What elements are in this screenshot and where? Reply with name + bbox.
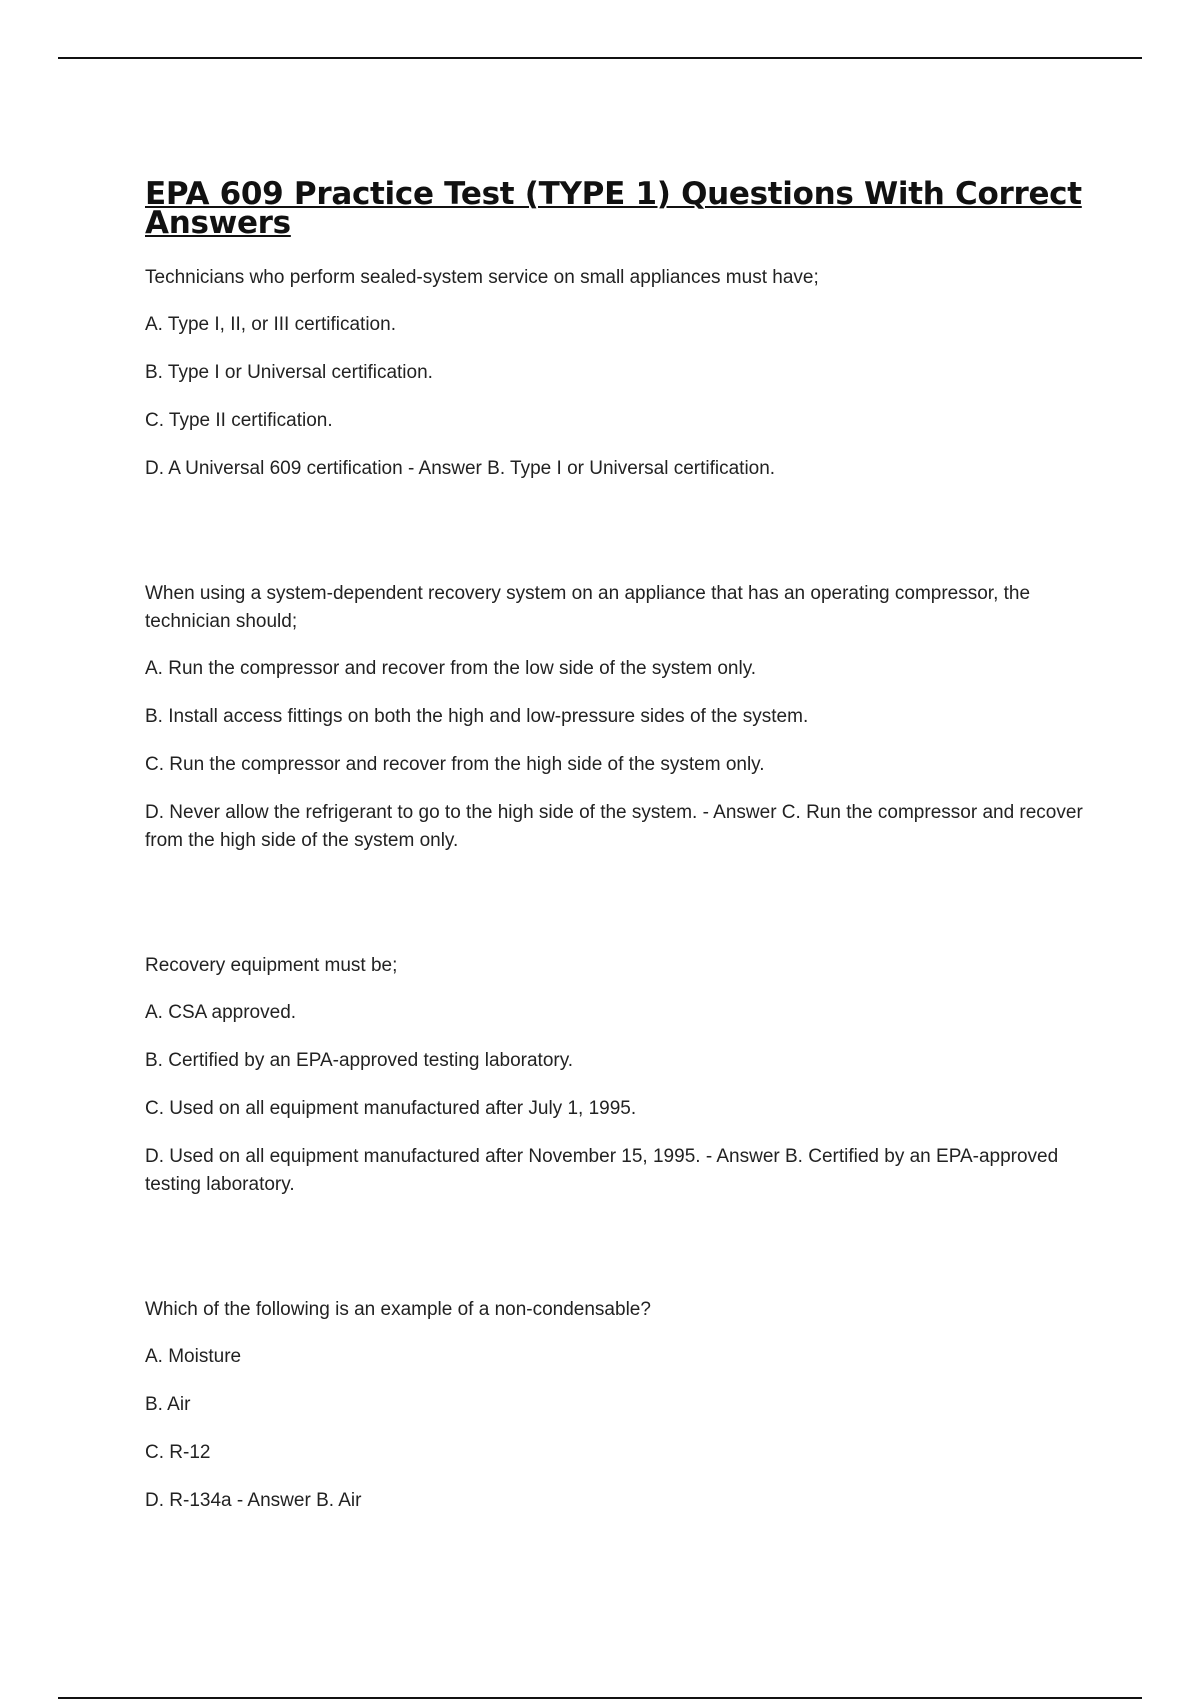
answer-option-b: B. Type I or Universal certification. [145, 362, 433, 383]
answer-option-a: A. Run the compressor and recover from the low side of the system only. [145, 658, 757, 679]
answer-option-b: B. Certified by an EPA-approved testing laboratory. [145, 1050, 574, 1071]
document-body [145, 176, 1105, 1612]
question-prompt: Which of the following is an example of a non-condensable? [145, 1299, 651, 1320]
question-block [145, 580, 1105, 855]
answer-option-b: B. Air [145, 1394, 191, 1415]
answer-option-c: C. Run the compressor and recover from the high side of the system only. [145, 754, 765, 775]
question-prompt: When using a system-dependent recovery system on an appliance that has an operating compressor, the technician should; [145, 583, 1031, 632]
answer-option-c: C. R-12 [145, 1442, 211, 1463]
answer-option-c: C. Used on all equipment manufactured after July 1, 1995. [145, 1098, 637, 1119]
question-block [145, 952, 1105, 1199]
answer-option-a: A. Type I, II, or III certification. [145, 314, 396, 335]
answer-option-a: A. CSA approved. [145, 1002, 297, 1023]
answer-option-d: D. Used on all equipment manufactured after November 15, 1995. - Answer B. Certified by an EPA-approved testing laboratory. [145, 1146, 1059, 1195]
page-top-rule [58, 57, 1142, 59]
answer-option-d: D. A Universal 609 certification - Answer B. Type I or Universal certification. [145, 458, 776, 479]
answer-option-d: D. Never allow the refrigerant to go to the high side of the system. - Answer C. Run the compressor and recover from the high side of the system only. [145, 802, 1083, 851]
answer-option-a: A. Moisture [145, 1346, 242, 1367]
question-block [145, 264, 1105, 483]
answer-option-b: B. Install access fittings on both the high and low-pressure sides of the system. [145, 706, 809, 727]
document-title: EPA 609 Practice Test (TYPE 1) Questions With Correct Answers [145, 176, 1082, 241]
question-block [145, 1296, 1105, 1515]
page-bottom-rule [58, 1697, 1142, 1699]
answer-option-d: D. R-134a - Answer B. Air [145, 1490, 362, 1511]
question-prompt: Technicians who perform sealed-system service on small appliances must have; [145, 267, 819, 288]
answer-option-c: C. Type II certification. [145, 410, 333, 431]
question-prompt: Recovery equipment must be; [145, 955, 398, 976]
